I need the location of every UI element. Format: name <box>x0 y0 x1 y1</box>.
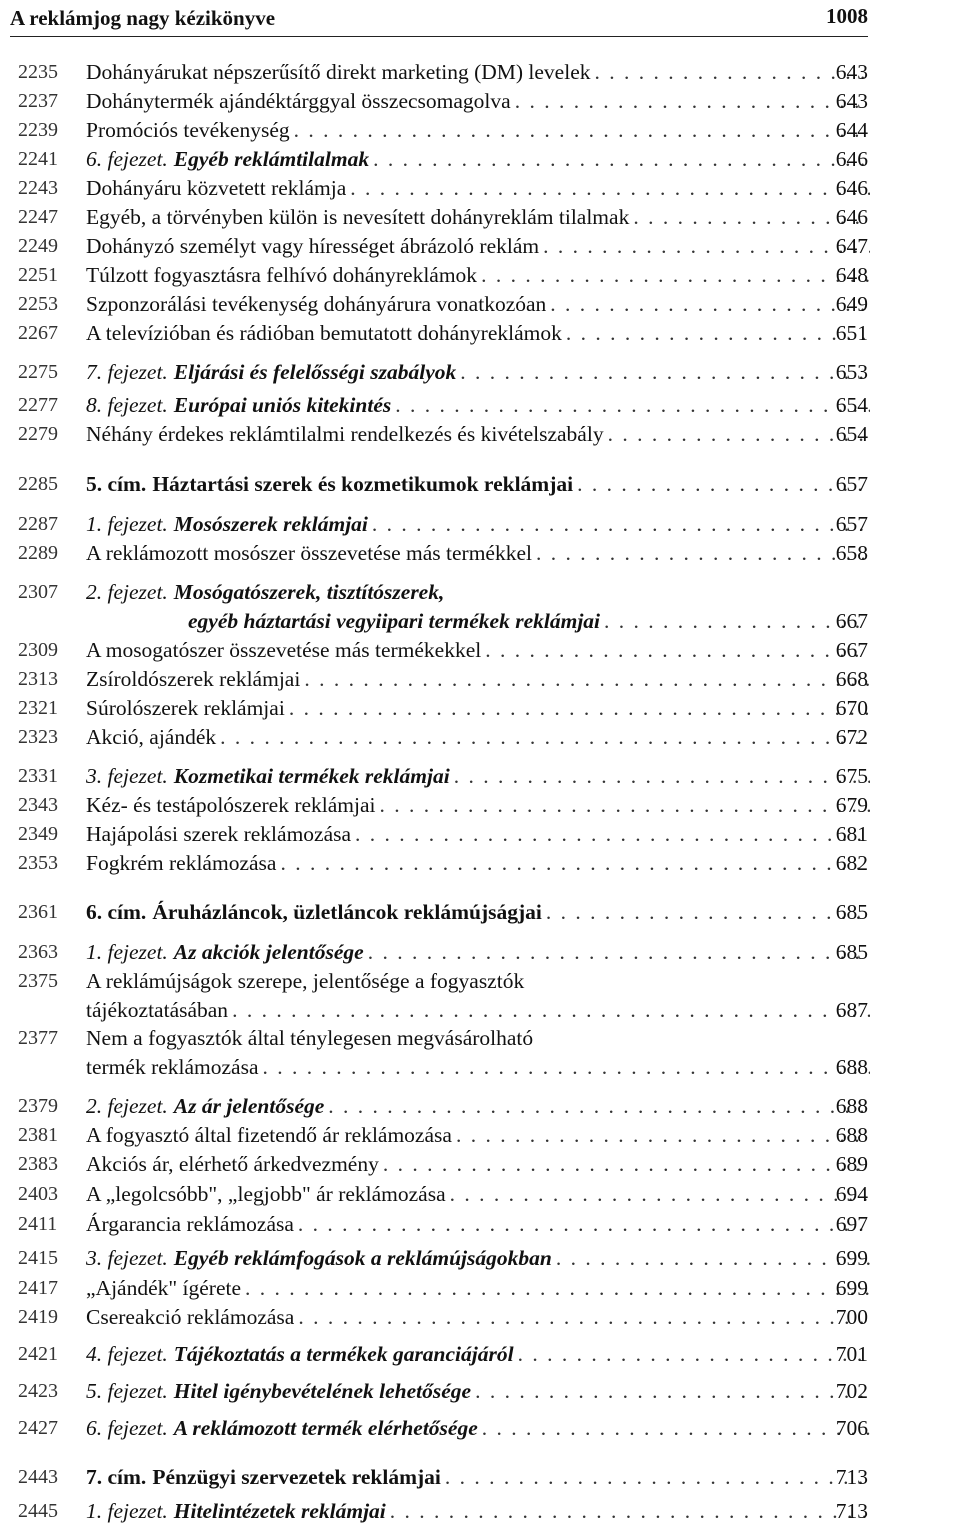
entry-title-line <box>86 723 870 751</box>
entry-title-text: Egyéb reklámfogások a reklámújságokban <box>173 1246 552 1270</box>
margin-number: 2379 <box>18 1095 58 1117</box>
chapter-label: 1. fejezet. <box>86 1499 168 1523</box>
dot-leader <box>395 391 870 419</box>
margin-number: 2307 <box>18 581 58 603</box>
page-ref: 647 <box>835 234 868 258</box>
entry-title <box>86 1340 514 1368</box>
entry-title <box>86 723 216 751</box>
entry-title <box>86 145 369 173</box>
entry-title-line <box>86 996 870 1024</box>
entry-title-text: Akció, ajándék <box>86 725 217 749</box>
entry-title-line <box>86 470 870 498</box>
margin-number: 2309 <box>18 639 58 661</box>
page-ref: 694 <box>835 1182 868 1206</box>
entry-title-text: Áruházláncok, üzletláncok reklámújságjai <box>152 900 542 924</box>
chapter-label: 1. fejezet. <box>86 940 168 964</box>
entry-title-text: egyéb háztartási vegyiipari termékek reklámjai <box>188 609 601 633</box>
entry-title-line <box>86 791 870 819</box>
page-ref: 681 <box>835 822 868 846</box>
entry-title-text: Akciós ár, elérhető árkedvezmény <box>86 1152 379 1176</box>
page-ref: 699 <box>835 1246 868 1270</box>
page-ref: 688 <box>835 1094 868 1118</box>
entry-title-line <box>86 116 870 144</box>
book-title: A reklámjog nagy kézikönyve <box>10 6 276 30</box>
entry-title <box>86 1150 379 1178</box>
entry-title-line <box>86 636 870 664</box>
entry-title <box>86 938 364 966</box>
entry-title <box>86 420 604 448</box>
entry-title-line <box>86 510 870 538</box>
entry-title-text: Néhány érdekes reklámtilalmi rendelkezés és kivételszabály <box>86 422 604 446</box>
page-ref: 643 <box>835 89 868 113</box>
dot-leader <box>456 1121 870 1149</box>
entry-title <box>86 203 629 231</box>
chapter-label: 7. fejezet. <box>86 360 168 384</box>
chapter-label: 3. fejezet. <box>86 1246 168 1270</box>
margin-number: 2377 <box>18 1027 58 1049</box>
margin-number: 2267 <box>18 322 58 344</box>
page-ref: 697 <box>835 1212 868 1236</box>
chapter-label: 4. fejezet. <box>86 1342 168 1366</box>
page-number: 1008 <box>826 4 868 28</box>
dot-leader <box>481 261 870 289</box>
entry-title-part: A reklámújságok szerepe, jelentősége a fogyasztók <box>86 969 525 993</box>
entry-title-text: A reklámozott termék elérhetősége <box>173 1416 478 1440</box>
entry-title <box>86 58 590 86</box>
entry-title <box>86 510 368 538</box>
margin-number: 2411 <box>18 1213 58 1235</box>
entry-title <box>86 1303 294 1331</box>
entry-title-text: A televízióban és rádióban bemutatott dohányreklámok <box>86 321 562 345</box>
margin-number: 2251 <box>18 264 58 286</box>
page-ref: 657 <box>835 472 868 496</box>
entry-title-line <box>188 607 870 635</box>
dot-leader <box>220 723 870 751</box>
entry-title-text: Az ár jelentősége <box>173 1094 325 1118</box>
page-ref: 701 <box>835 1342 868 1366</box>
dot-leader <box>350 174 870 202</box>
margin-number: 2239 <box>18 119 58 141</box>
entry-title-text: Hajápolási szerek reklámozása <box>86 822 352 846</box>
margin-number: 2383 <box>18 1153 58 1175</box>
entry-title <box>86 1053 259 1081</box>
chapter-label: 6. fejezet. <box>86 147 168 171</box>
page-ref: 675 <box>835 764 868 788</box>
entry-title-text: Kéz- és testápolószerek reklámjai <box>86 793 376 817</box>
margin-number: 2427 <box>18 1417 58 1439</box>
page-ref: 689 <box>835 1152 868 1176</box>
page-ref: 672 <box>835 725 868 749</box>
entry-title-line <box>86 1340 870 1368</box>
dot-leader <box>460 358 870 386</box>
page-ref: 688 <box>835 1123 868 1147</box>
entry-title-line <box>86 1274 870 1302</box>
margin-number: 2279 <box>18 423 58 445</box>
dot-leader <box>445 1463 870 1491</box>
part-label: 7. cím. <box>86 1465 147 1489</box>
entry-title-text: Európai uniós kitekintés <box>173 393 392 417</box>
entry-title <box>86 1244 552 1272</box>
entry-title <box>86 539 532 567</box>
dot-leader <box>390 1497 870 1525</box>
entry-title-text: A „legolcsóbb", „legjobb" ár reklámozása <box>86 1182 446 1206</box>
entry-title-line <box>86 820 870 848</box>
entry-title-line <box>86 145 870 173</box>
entry-title <box>86 898 542 926</box>
entry-title-line <box>86 849 870 877</box>
margin-number: 2277 <box>18 394 58 416</box>
entry-title-line <box>86 665 870 693</box>
entry-title <box>86 116 290 144</box>
dot-leader <box>475 1377 870 1405</box>
page-ref: 646 <box>835 176 868 200</box>
entry-title <box>86 1121 452 1149</box>
entry-title-text: A mosogatószer összevetése más termékekkel <box>86 638 482 662</box>
page-ref: 657 <box>835 512 868 536</box>
margin-number: 2363 <box>18 941 58 963</box>
entry-title <box>86 665 300 693</box>
entry-title-line <box>86 1377 870 1405</box>
entry-title-line <box>86 203 870 231</box>
entry-title <box>86 820 351 848</box>
margin-number: 2361 <box>18 901 58 923</box>
margin-number: 2331 <box>18 765 58 787</box>
entry-title <box>86 1180 446 1208</box>
entry-title-text: Szponzorálási tevékenység dohányárura vonatkozóan <box>86 292 547 316</box>
margin-number: 2241 <box>18 148 58 170</box>
page-ref: 667 <box>835 609 868 633</box>
dot-leader <box>355 820 870 848</box>
entry-title-text: Túlzott fogyasztásra felhívó dohányreklámok <box>86 263 478 287</box>
entry-title-text: Hitelintézetek reklámjai <box>173 1499 386 1523</box>
page-ref: 651 <box>835 321 868 345</box>
page-ref: 713 <box>835 1465 868 1489</box>
page-ref: 688 <box>835 1055 868 1079</box>
margin-number: 2349 <box>18 823 58 845</box>
entry-title <box>86 1092 324 1120</box>
entry-title-text: Az akciók jelentősége <box>173 940 364 964</box>
entry-title-line <box>86 1092 870 1120</box>
page-ref: 685 <box>835 900 868 924</box>
entry-title-line <box>86 898 870 926</box>
dot-leader <box>454 762 870 790</box>
page-ref: 646 <box>835 147 868 171</box>
entry-title-line <box>86 1121 870 1149</box>
entry-title <box>86 290 546 318</box>
margin-number: 2445 <box>18 1500 58 1522</box>
entry-title-text: Tájékoztatás a termékek garanciájáról <box>173 1342 514 1366</box>
entry-title <box>86 762 450 790</box>
page-ref: 654 <box>835 393 868 417</box>
entry-title-text: Dohánytermék ajándéktárggyal összecsomagolva <box>86 89 511 113</box>
margin-number: 2323 <box>18 726 58 748</box>
entry-title-line <box>86 1053 870 1081</box>
entry-title-text: Fogkrém reklámozása <box>86 851 277 875</box>
entry-title-line <box>86 319 870 347</box>
entry-title-line <box>86 1414 870 1442</box>
margin-number: 2443 <box>18 1466 58 1488</box>
margin-number: 2247 <box>18 206 58 228</box>
margin-number: 2275 <box>18 361 58 383</box>
entry-title-text: Kozmetikai termékek reklámjai <box>173 764 450 788</box>
dot-leader <box>380 791 870 819</box>
page-ref: 702 <box>835 1379 868 1403</box>
margin-number: 2253 <box>18 293 58 315</box>
entry-title <box>86 694 285 722</box>
entry-title <box>86 391 391 419</box>
margin-number: 2343 <box>18 794 58 816</box>
entry-title-line <box>86 420 870 448</box>
entry-title-line <box>86 174 870 202</box>
page-ref: 713 <box>835 1499 868 1523</box>
dot-leader <box>368 938 870 966</box>
part-label: 6. cím. <box>86 900 147 924</box>
margin-number: 2235 <box>18 61 58 83</box>
margin-number: 2289 <box>18 542 58 564</box>
entry-title <box>188 607 600 635</box>
entry-title-line <box>86 87 870 115</box>
entry-title-part: Nem a fogyasztók által ténylegesen megvásárolható <box>86 1026 534 1050</box>
entry-title-line <box>86 1150 870 1178</box>
page-ref: 682 <box>835 851 868 875</box>
dot-leader <box>372 510 870 538</box>
entry-title-text: Hitel igénybevételének lehetősége <box>173 1379 472 1403</box>
entry-title <box>86 174 346 202</box>
margin-number: 2417 <box>18 1277 58 1299</box>
entry-title-first-line <box>86 967 524 995</box>
chapter-label: 2. fejezet. <box>86 580 168 604</box>
page-ref: 653 <box>835 360 868 384</box>
entry-title-text: Egyéb, a törvényben külön is nevesített dohányreklám tilalmak <box>86 205 630 229</box>
dot-leader <box>450 1180 870 1208</box>
margin-number: 2415 <box>18 1247 58 1269</box>
entry-title <box>86 1463 441 1491</box>
entry-title <box>86 791 376 819</box>
entry-title <box>86 636 481 664</box>
dot-leader <box>245 1274 870 1302</box>
margin-number: 2423 <box>18 1380 58 1402</box>
page-ref: 658 <box>835 541 868 565</box>
dot-leader <box>383 1150 870 1178</box>
margin-number: 2381 <box>18 1124 58 1146</box>
margin-number: 2313 <box>18 668 58 690</box>
entry-title <box>86 849 276 877</box>
entry-title-line <box>86 1210 870 1238</box>
entry-title-text: Eljárási és felelősségi szabályok <box>173 360 457 384</box>
chapter-label: 2. fejezet. <box>86 1094 168 1118</box>
entry-title <box>86 261 477 289</box>
chapter-label: 5. fejezet. <box>86 1379 168 1403</box>
page-ref: 654 <box>835 422 868 446</box>
margin-number: 2237 <box>18 90 58 112</box>
entry-title-text: „Ajándék" ígérete <box>86 1276 242 1300</box>
entry-title-text: Dohányzó személyt vagy hírességet ábrázoló reklám <box>86 234 540 258</box>
margin-number: 2403 <box>18 1183 58 1205</box>
entry-title <box>86 232 539 260</box>
entry-title <box>86 87 511 115</box>
margin-number: 2419 <box>18 1306 58 1328</box>
page-ref: 648 <box>835 263 868 287</box>
entry-title-text: Mosószerek reklámjai <box>173 512 368 536</box>
entry-title-text: Pénzügyi szervezetek reklámjai <box>152 1465 441 1489</box>
page-ref: 685 <box>835 940 868 964</box>
entry-title-line <box>86 1497 870 1525</box>
entry-title <box>86 1497 386 1525</box>
entry-title-line <box>86 539 870 567</box>
dot-leader <box>280 849 870 877</box>
page-ref: 687 <box>835 998 868 1022</box>
dot-leader <box>263 1053 870 1081</box>
dot-leader <box>298 1210 870 1238</box>
margin-number: 2285 <box>18 473 58 495</box>
entry-title-text: Dohányárukat népszerűsítő direkt marketing (DM) levelek <box>86 60 591 84</box>
page-ref: 644 <box>835 118 868 142</box>
entry-title-line <box>86 1244 870 1272</box>
page-ref: 667 <box>835 638 868 662</box>
dot-leader <box>294 116 870 144</box>
entry-title <box>86 470 573 498</box>
chapter-label: 3. fejezet. <box>86 764 168 788</box>
page-ref: 649 <box>835 292 868 316</box>
entry-title-line <box>86 232 870 260</box>
margin-number: 2421 <box>18 1343 58 1365</box>
margin-number: 2287 <box>18 513 58 535</box>
dot-leader <box>482 1414 870 1442</box>
entry-title-text: termék reklámozása <box>86 1055 259 1079</box>
entry-title-first-line <box>86 578 444 606</box>
margin-number: 2249 <box>18 235 58 257</box>
dot-leader <box>298 1303 870 1331</box>
entry-title-text: Egyéb reklámtilalmak <box>173 147 370 171</box>
dot-leader <box>232 996 870 1024</box>
entry-title-text: Dohányáru közvetett reklámja <box>86 176 347 200</box>
entry-title-line <box>86 1303 870 1331</box>
page-ref: 699 <box>835 1276 868 1300</box>
entry-title-line <box>86 1463 870 1491</box>
entry-title-line <box>86 358 870 386</box>
entry-title-line <box>86 938 870 966</box>
entry-title-line <box>86 391 870 419</box>
page-ref: 700 <box>835 1305 868 1329</box>
entry-title-text: Árgarancia reklámozása <box>86 1212 294 1236</box>
margin-number: 2353 <box>18 852 58 874</box>
page-ref: 706 <box>835 1416 868 1440</box>
entry-title-line <box>86 1180 870 1208</box>
page-ref: 643 <box>835 60 868 84</box>
entry-title-line <box>86 290 870 318</box>
entry-title <box>86 1210 294 1238</box>
margin-number: 2243 <box>18 177 58 199</box>
entry-title-line <box>86 694 870 722</box>
entry-title-first-line <box>86 1024 533 1052</box>
page-ref: 679 <box>835 793 868 817</box>
entry-title-text: Súrolószerek reklámjai <box>86 696 285 720</box>
margin-number: 2321 <box>18 697 58 719</box>
page-ref: 646 <box>835 205 868 229</box>
entry-title <box>86 996 228 1024</box>
entry-title-line <box>86 261 870 289</box>
entry-title-text: Zsíroldószerek reklámjai <box>86 667 301 691</box>
entry-title-part: Mosógatószerek, tisztítószerek, <box>173 580 445 604</box>
entry-title-text: A reklámozott mosószer összevetése más termékkel <box>86 541 532 565</box>
page-ref: 670 <box>835 696 868 720</box>
chapter-label: 1. fejezet. <box>86 512 168 536</box>
dot-leader <box>328 1092 870 1120</box>
part-label: 5. cím. <box>86 472 147 496</box>
dot-leader <box>373 145 870 173</box>
entry-title-line <box>86 58 870 86</box>
dot-leader <box>304 665 870 693</box>
chapter-label: 6. fejezet. <box>86 1416 168 1440</box>
entry-title-text: A fogyasztó által fizetendő ár reklámozása <box>86 1123 452 1147</box>
entry-title-text: Promóciós tevékenység <box>86 118 290 142</box>
dot-leader <box>289 694 870 722</box>
margin-number: 2375 <box>18 970 58 992</box>
entry-title-text: Csereakció reklámozása <box>86 1305 295 1329</box>
page-ref: 668 <box>835 667 868 691</box>
entry-title <box>86 1274 241 1302</box>
entry-title <box>86 1377 471 1405</box>
chapter-label: 8. fejezet. <box>86 393 168 417</box>
entry-title <box>86 1414 478 1442</box>
entry-title-text: tájékoztatásában <box>86 998 229 1022</box>
entry-title-text: Háztartási szerek és kozmetikumok reklámjai <box>152 472 574 496</box>
entry-title <box>86 358 456 386</box>
entry-title-line <box>86 762 870 790</box>
entry-title <box>86 319 562 347</box>
dot-leader <box>485 636 870 664</box>
